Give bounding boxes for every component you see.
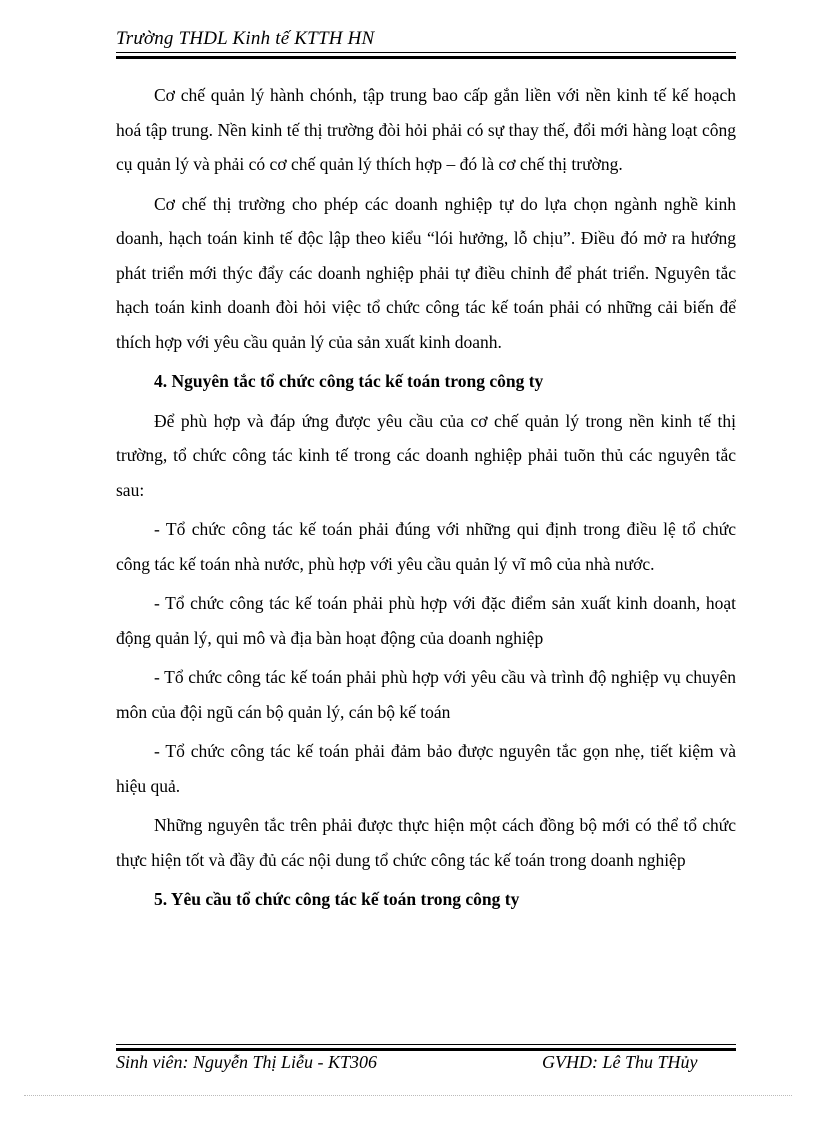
bullet-principle-3: - Tổ chức công tác kế toán phải phù hợp với yêu cầu và trình độ nghiệp vụ chuyên môn của đội ngũ cán bộ quản lý, cán bộ kế toán <box>116 667 736 722</box>
bullet-principle-1: - Tổ chức công tác kế toán phải đúng với những qui định trong điều lệ tổ chức công tác kế toán nhà nước, phù hợp với yêu cầu quản lý vĩ mô của nhà nước. <box>116 519 736 574</box>
bullet-principle-4: - Tổ chức công tác kế toán phải đảm bảo được nguyên tắc gọn nhẹ, tiết kiệm và hiệu quả. <box>116 741 736 796</box>
footer-advisor: GVHD: Lê Thu THủy <box>542 1052 698 1072</box>
bullet-principle-2: - Tổ chức công tác kế toán phải phù hợp với đặc điểm sản xuất kinh doanh, hoạt động quản lý, qui mô và địa bàn hoạt động của doanh nghiệp <box>116 593 736 648</box>
paragraph-principles-summary: Những nguyên tắc trên phải được thực hiện một cách đồng bộ mới có thể tổ chức thực hiện tốt và đầy đủ các nội dung tổ chức công tác kế toán trong doanh nghiệp <box>116 815 736 870</box>
footer-student: Sinh viên: Nguyễn Thị Liễu - KT306 <box>116 1052 377 1072</box>
page-footer <box>116 1052 736 1080</box>
paragraph-market-mechanism: Cơ chế quản lý hành chónh, tập trung bao cấp gắn liền với nền kinh tế kế hoạch hoá tập trung. Nền kinh tế thị trường đòi hỏi phải có sự thay thế, đổi mới hàng loạt công cụ quản lý và phải có cơ chế quản lý thích hợp – đó là cơ chế thị trường. <box>116 85 736 174</box>
page-bottom-dotted-line <box>24 1095 792 1096</box>
page-body <box>116 78 736 922</box>
paragraph-market-freedom: Cơ chế thị trường cho phép các doanh nghiệp tự do lựa chọn ngành nghề kinh doanh, hạch toán kinh tế độc lập theo kiểu “lói hưởng, lỗ chịu”. Điều đó mở ra hướng phát triển mới thýc đẩy các doanh nghiệp phải tự điều chỉnh để phát triển. Nguyên tắc hạch toán kinh doanh đòi hỏi việc tổ chức công tác kế toán phải có những cải biến để thích hợp với yêu cầu quản lý của sản xuất kinh doanh. <box>116 193 736 352</box>
section-heading-5: 5. Yêu cầu tổ chức công tác kế toán trong công ty <box>154 889 520 909</box>
paragraph-principles-intro: Để phù hợp và đáp ứng được yêu cầu của cơ chế quản lý trong nền kinh tế thị trường, tổ chức công tác kinh tế trong các doanh nghiệp phải tuõn thủ các nguyên tắc sau: <box>116 410 736 500</box>
footer-double-rule <box>116 1044 736 1051</box>
header-double-rule <box>116 52 736 59</box>
page-header-title: Trường THDL Kinh tế KTTH HN <box>116 28 375 49</box>
section-heading-4: 4. Nguyên tắc tổ chức công tác kế toán trong công ty <box>154 371 544 391</box>
